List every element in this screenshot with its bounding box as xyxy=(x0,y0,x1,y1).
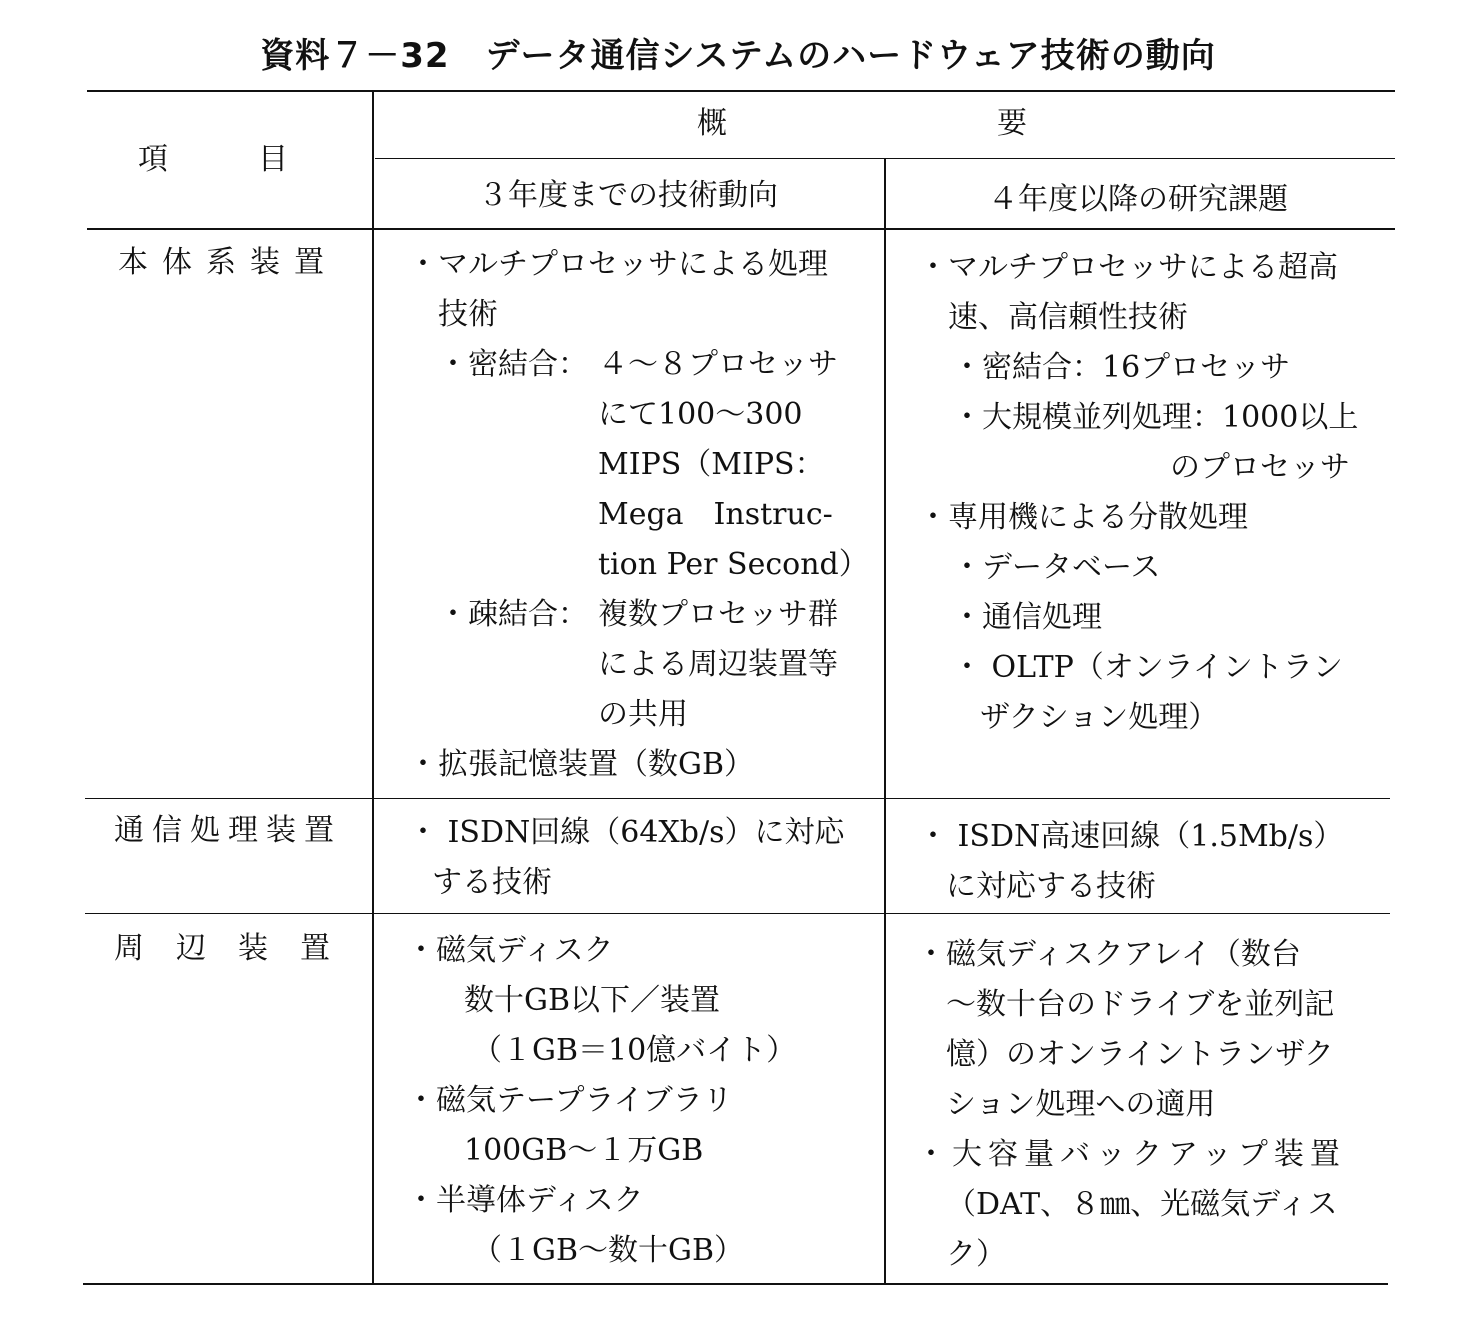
row3-future-line1: ・磁気ディスクアレイ（数台 xyxy=(916,937,1301,972)
header-col-future: ４年度以降の研究課題 xyxy=(988,182,1288,217)
row2-future-line2: に対応する技術 xyxy=(946,869,1156,904)
row1-future-line5: のプロセッサ xyxy=(1170,450,1350,485)
row1-future-line8: ・通信処理 xyxy=(952,600,1102,635)
table-bottom-border xyxy=(83,1283,1388,1285)
row1-loose-label: ・疎結合： xyxy=(438,597,588,632)
row3-future-line2: ～数十台のドライブを並列記 xyxy=(946,987,1335,1022)
header-bottom-border xyxy=(87,228,1395,230)
row3-future-line6: （DAT、８㎜、光磁気ディス xyxy=(946,1187,1338,1222)
page-title xyxy=(0,28,1468,77)
row3-item: 周辺装置 xyxy=(114,931,362,966)
header-item: 項 目 xyxy=(138,142,288,177)
row1-future-line7: ・データベース xyxy=(952,550,1161,585)
row1-future-line6: ・専用機による分散処理 xyxy=(918,500,1248,535)
row1-future-line10: ザクション処理） xyxy=(980,700,1219,735)
row1-past-line2: 技術 xyxy=(438,297,498,332)
row1-bottom-border xyxy=(85,798,1390,799)
row2-past-line2: する技術 xyxy=(432,865,552,900)
header-overview: 概 要 xyxy=(697,106,1027,141)
row1-future-line3: ・密結合：16プロセッサ xyxy=(952,350,1291,385)
row1-item: 本体系装置 xyxy=(118,245,338,280)
row1-tight-line4: Mega Instruc- xyxy=(598,497,833,532)
row2-bottom-border xyxy=(85,913,1390,914)
row3-future-line3: 憶）のオンライントランザク xyxy=(946,1037,1334,1072)
row1-future-line4: ・大規模並列処理：1000以上 xyxy=(952,400,1359,435)
row1-tight-label: ・密結合： xyxy=(438,347,588,382)
title-text: データ通信システムのハードウェア技術の動向 xyxy=(485,36,1216,76)
row1-loose-line2: による周辺装置等 xyxy=(598,647,838,682)
row2-future-line1: ・ ISDN高速回線（1.5Mb/s） xyxy=(918,819,1344,854)
row3-future-line5: ・大容量バックアップ装置 xyxy=(916,1137,1346,1172)
col-divider-1 xyxy=(372,90,374,1283)
row1-loose-line1: 複数プロセッサ群 xyxy=(598,597,838,632)
row1-tight-line1: ４～８プロセッサ xyxy=(598,347,838,382)
header-col-past: ３年度までの技術動向 xyxy=(478,178,778,213)
row3-past-line2: 数十GB以下／装置 xyxy=(464,983,721,1018)
row1-tight-line2: にて100～300 xyxy=(598,397,803,432)
row1-future-line1: ・マルチプロセッサによる超高 xyxy=(918,250,1338,285)
row3-past-line1: ・磁気ディスク xyxy=(406,933,614,968)
row3-future-line7: ク） xyxy=(946,1237,1006,1272)
table-top-border xyxy=(87,90,1395,92)
row1-tight-line5: tion Per Second） xyxy=(598,547,869,582)
row3-past-line5: 100GB～１万GB xyxy=(464,1133,704,1168)
row3-future-line4: ション処理への適用 xyxy=(946,1087,1216,1122)
row2-past-line1: ・ ISDN回線（64Xb/s）に対応 xyxy=(408,815,845,850)
row1-ext: ・拡張記憶装置（数GB） xyxy=(408,747,755,782)
row1-loose-line3: の共用 xyxy=(598,697,688,732)
row3-past-line4: ・磁気テープライブラリ xyxy=(406,1083,733,1118)
row3-past-line3: （１GB＝10億バイト） xyxy=(472,1033,797,1068)
title-label: 資料７－32 xyxy=(260,36,450,76)
row1-future-line2: 速、高信頼性技術 xyxy=(948,300,1188,335)
col-divider-2 xyxy=(884,158,886,1283)
row3-past-line6: ・半導体ディスク xyxy=(406,1183,644,1218)
row1-past-line1: ・マルチプロセッサによる処理 xyxy=(408,247,828,282)
row3-past-line7: （１GB～数十GB） xyxy=(472,1233,745,1268)
row1-tight-line3: MIPS（MIPS： xyxy=(598,447,825,482)
row1-future-line9: ・ OLTP（オンライントラン xyxy=(952,650,1343,685)
row2-item: 通信処理装置 xyxy=(114,813,342,848)
